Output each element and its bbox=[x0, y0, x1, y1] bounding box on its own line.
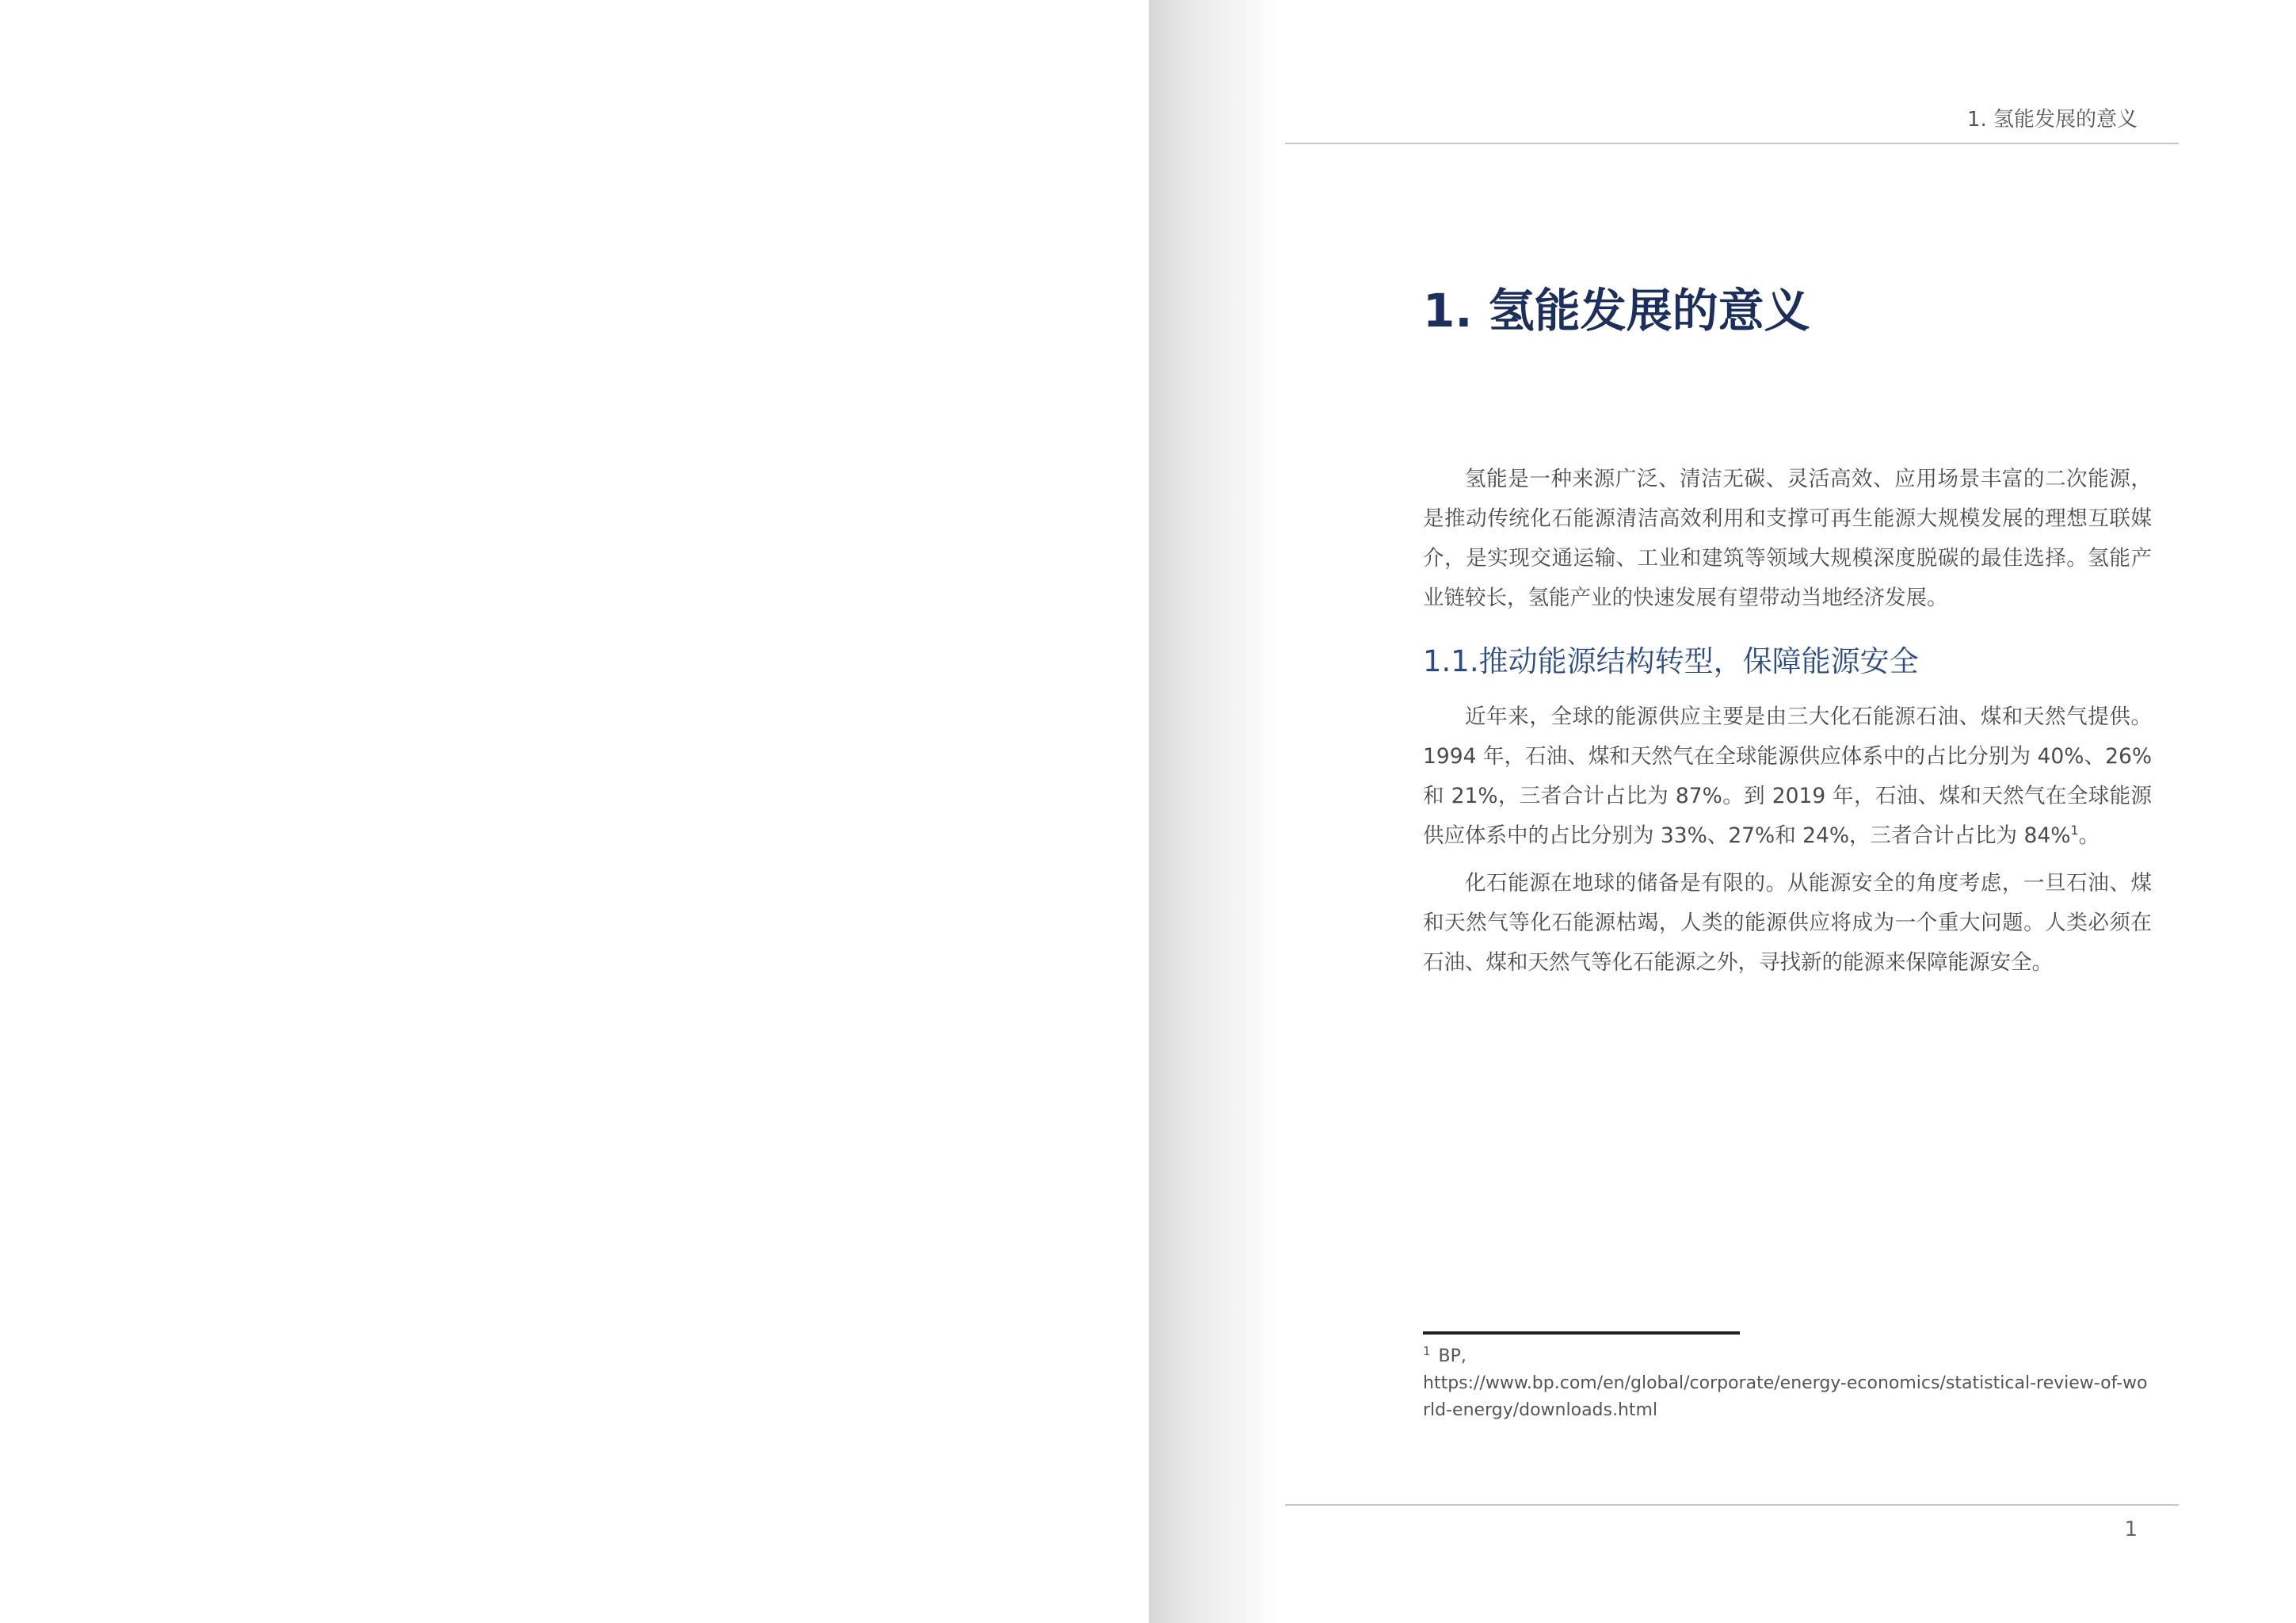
right-page bbox=[1149, 0, 2296, 1623]
header-rule bbox=[1285, 143, 2179, 144]
energy-supply-text: 近年来，全球的能源供应主要是由三大化石能源石油、煤和天然气提供。1994 年，石油、煤和天然气在全球能源供应体系中的占比分别为 40%、26%和 21%，三者合计占比为 87%。到 2019 年，石油、煤和天然气在全球能源供应体系中的占比分别为 33%、27%和 24%，三者合计占比为 84% bbox=[1423, 705, 2152, 848]
body-content bbox=[1423, 460, 2152, 991]
footer-rule bbox=[1285, 1504, 2179, 1506]
footnote-rule bbox=[1423, 1331, 1740, 1335]
footnote bbox=[1423, 1343, 2152, 1424]
energy-supply-text-end: 。 bbox=[2078, 823, 2100, 848]
energy-supply-paragraph bbox=[1423, 697, 2152, 856]
intro-paragraph: 氢能是一种来源广泛、清洁无碳、灵活高效、应用场景丰富的二次能源，是推动传统化石能源清洁高效利用和支撑可再生能源大规模发展的理想互联媒介，是实现交通运输、工业和建筑等领域大规模深度脱碳的最佳选择。氢能产业链较长，氢能产业的快速发展有望带动当地经济发展。 bbox=[1423, 467, 2152, 610]
footnote-url[interactable]: https://www.bp.com/en/global/corporate/energy-economics/statistical-review-of-world-energy/downloads.html bbox=[1423, 1373, 2148, 1420]
energy-security-paragraph: 化石能源在地球的储备是有限的。从能源安全的角度考虑，一旦石油、煤和天然气等化石能源枯竭，人类的能源供应将成为一个重大问题。人类必须在石油、煤和天然气等化石能源之外，寻找新的能源来保障能源安全。 bbox=[1423, 871, 2152, 975]
gutter-shadow bbox=[1149, 0, 1283, 1623]
running-header: 1. 氢能发展的意义 bbox=[1966, 108, 2138, 132]
footnote-mark: 1 bbox=[1423, 1343, 1431, 1358]
section-heading: 1.1.推动能源结构转型，保障能源安全 bbox=[1423, 644, 1919, 678]
page-number: 1 bbox=[2124, 1518, 2138, 1541]
footnote-reference[interactable]: 1 bbox=[2070, 823, 2079, 838]
chapter-title: 1. 氢能发展的意义 bbox=[1423, 284, 1810, 338]
footnote-source: BP, bbox=[1438, 1346, 1466, 1366]
